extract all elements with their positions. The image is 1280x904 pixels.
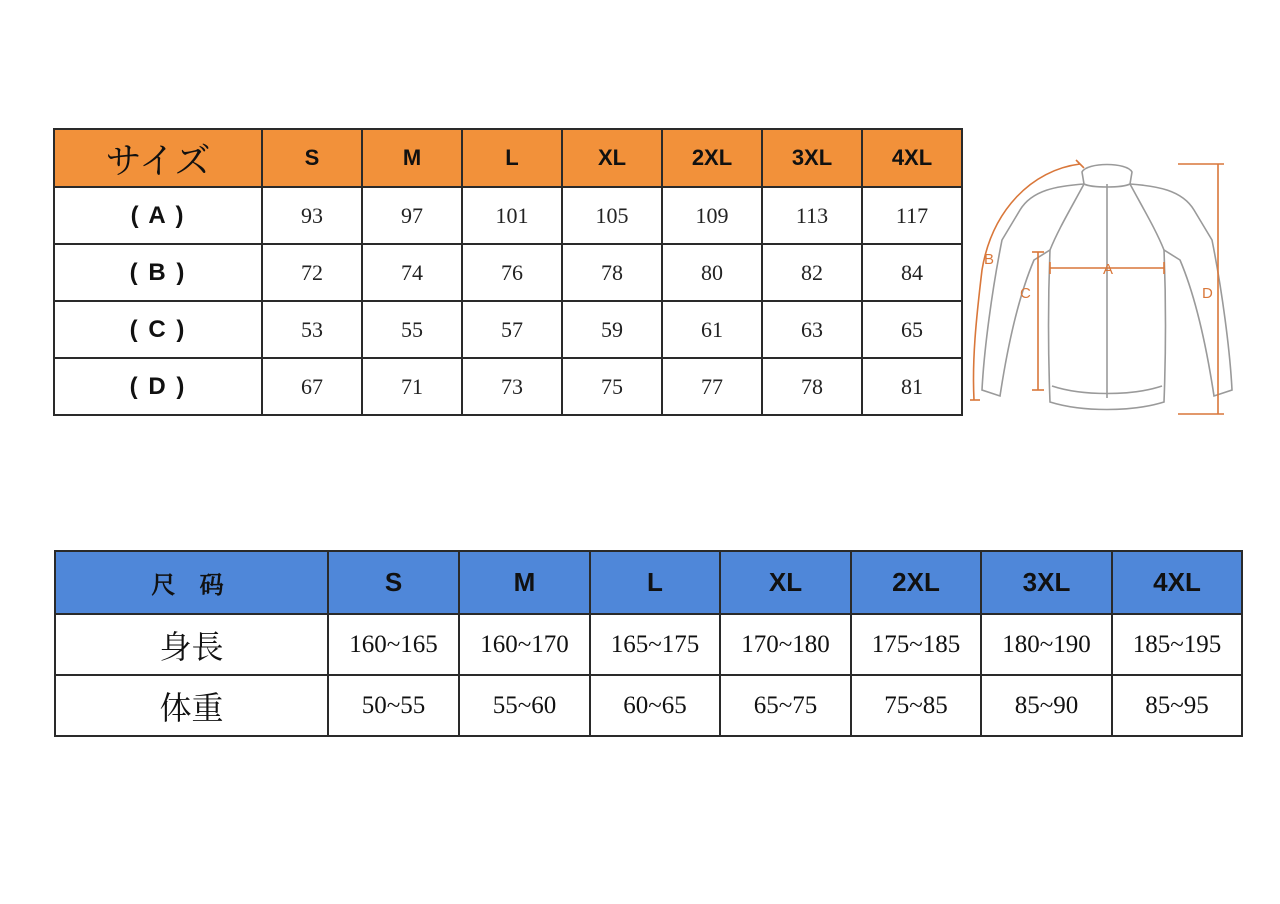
table-row [54,301,962,358]
measurement-lines [970,160,1224,414]
size-header-s: S [262,129,362,187]
jersey-measurement-diagram [962,150,1248,428]
size-header-label: サイズ [54,129,262,187]
row-label-c: ( C ) [54,301,262,358]
table-cell: 113 [762,187,862,244]
hw-header-s: S [328,551,459,614]
table-cell: 160~170 [459,614,590,675]
diagram-label-a: A [1103,261,1114,278]
table-cell: 81 [862,358,962,415]
table-cell: 55~60 [459,675,590,736]
table-cell: 180~190 [981,614,1112,675]
table-cell: 72 [262,244,362,301]
table-cell: 53 [262,301,362,358]
table-cell: 63 [762,301,862,358]
table-cell: 80 [662,244,762,301]
height-weight-size-table [54,550,1243,737]
table-cell: 71 [362,358,462,415]
table-cell: 78 [562,244,662,301]
table-cell: 84 [862,244,962,301]
size-header-m: M [362,129,462,187]
table-cell: 75 [562,358,662,415]
table-row [55,614,1242,675]
measurement-size-table [53,128,963,416]
table-cell: 109 [662,187,762,244]
size-header-l: L [462,129,562,187]
hw-header-3xl: 3XL [981,551,1112,614]
table-cell: 160~165 [328,614,459,675]
table-cell: 185~195 [1112,614,1242,675]
size-code-header-label: 尺 码 [55,551,328,614]
table-cell: 77 [662,358,762,415]
table-cell: 57 [462,301,562,358]
table-cell: 175~185 [851,614,981,675]
table-row [54,187,962,244]
table-cell: 60~65 [590,675,720,736]
table-cell: 61 [662,301,762,358]
table-row [54,244,962,301]
size-header-4xl: 4XL [862,129,962,187]
size-header-3xl: 3XL [762,129,862,187]
row-label-b: ( B ) [54,244,262,301]
table-cell: 105 [562,187,662,244]
table-cell: 55 [362,301,462,358]
diagram-label-d: D [1202,285,1213,302]
table-cell: 65~75 [720,675,851,736]
hw-header-2xl: 2XL [851,551,981,614]
table-cell: 93 [262,187,362,244]
hw-header-m: M [459,551,590,614]
diagram-label-b: B [984,251,995,268]
hw-header-xl: XL [720,551,851,614]
table-cell: 67 [262,358,362,415]
table-cell: 59 [562,301,662,358]
table-cell: 73 [462,358,562,415]
table-cell: 101 [462,187,562,244]
table-cell: 50~55 [328,675,459,736]
size-header-2xl: 2XL [662,129,762,187]
table-row [54,358,962,415]
height-weight-header-row [55,551,1242,614]
row-label-weight: 体重 [55,675,328,736]
row-label-a: ( A ) [54,187,262,244]
table-cell: 82 [762,244,862,301]
table-cell: 85~90 [981,675,1112,736]
table-cell: 117 [862,187,962,244]
table-cell: 85~95 [1112,675,1242,736]
hw-header-4xl: 4XL [1112,551,1242,614]
hw-header-l: L [590,551,720,614]
size-table-header-row [54,129,962,187]
table-cell: 170~180 [720,614,851,675]
diagram-label-c: C [1020,285,1031,302]
size-header-xl: XL [562,129,662,187]
table-row [55,675,1242,736]
table-cell: 75~85 [851,675,981,736]
row-label-d: ( D ) [54,358,262,415]
table-cell: 74 [362,244,462,301]
row-label-height: 身長 [55,614,328,675]
table-cell: 97 [362,187,462,244]
table-cell: 78 [762,358,862,415]
table-cell: 65 [862,301,962,358]
table-cell: 76 [462,244,562,301]
table-cell: 165~175 [590,614,720,675]
